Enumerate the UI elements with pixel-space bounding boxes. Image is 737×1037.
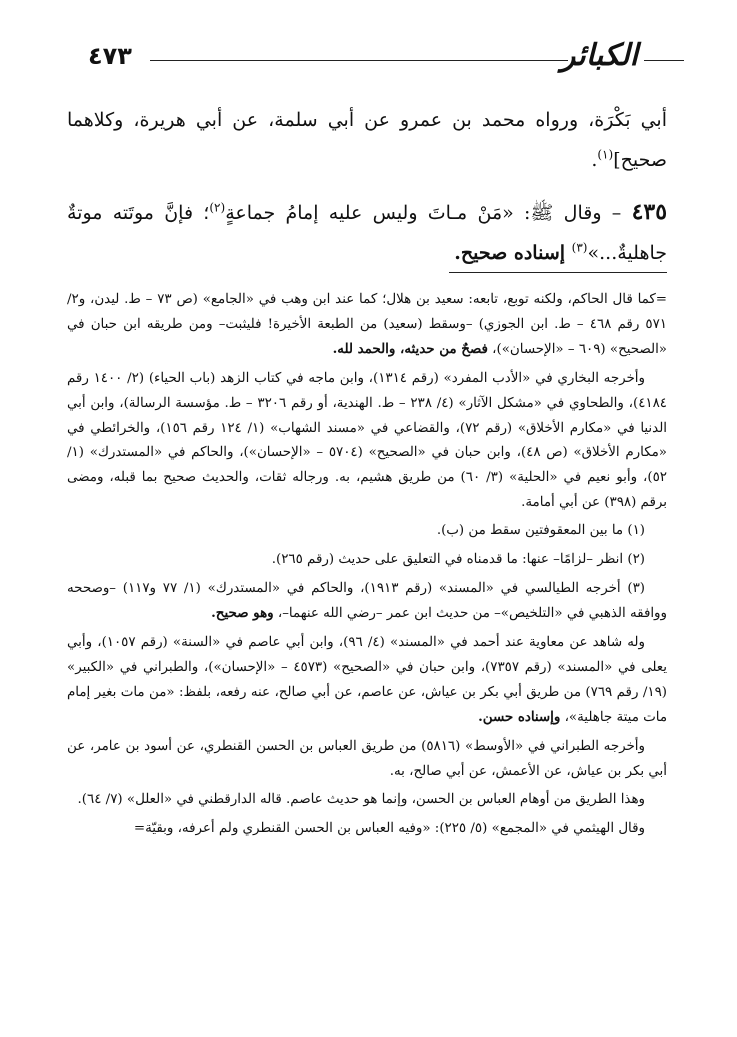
footnote-3-daraqutni: وهذا الطريق من أوهام العباس بن الحسن، وإنما هو حديث عاصم. قاله الدارقطني في «العلل» (٧/ ٦٤). [77, 792, 645, 808]
footnote-separator [449, 272, 667, 273]
header-rule [150, 60, 568, 61]
header-rule-right [644, 60, 684, 61]
footnote-2: (٢) انظر –لزامًا– عنها: ما قدمناه في التعليق على حديث (رقم ٢٦٥). [271, 552, 645, 568]
footnotes [67, 288, 667, 846]
hadith-number: ٤٣٥ [631, 199, 668, 225]
footnote-continuation: =كما قال الحاكم، ولكنه توبع، تابعه: سعيد بن هلال؛ كما عند ابن وهب في «الجامع» (ص ٧٣ – ط. ليدن، و٢/ ٥٧١ رقم ٤٦٨ – ط. ابن الجوزي) –وسقط (سعيد) من الطبعة الأخيرة! فليثبت– ومن طريقه ابن حبان في «الصحيح» (٦٠٩ – «الإحسان»)، فصحٌ من حديثه، والحمد لله. [67, 292, 667, 358]
footnote-ref: (١) [597, 147, 614, 162]
hadith-text: ؛ فإنَّ موتَته موتةٌ جاهليةٌ...» [67, 202, 667, 264]
hadith-paragraph [67, 192, 667, 273]
page-header [88, 38, 684, 78]
page-number: ٤٧٣ [88, 42, 132, 70]
main-text [67, 100, 667, 273]
hadith-text: – وقال ﷺ: «مَنْ مـاتَ وليس عليه إمامُ جماعةٍ [225, 202, 632, 224]
hadith-grade: إسناده صحيح. [454, 242, 572, 264]
footnote-3-shahid: وله شاهد عن معاوية عند أحمد في «المسند» (٤/ ٩٦)، وابن أبي عاصم في «السنة» (رقم ١٠٥٧)، وأبي يعلى في «المسند» (رقم ٧٣٥٧)، وابن حبان في «الصحيح» (٤٥٧٣ – «الإحسان»)، والطبراني في «الكبير» (١٩/ رقم ٧٦٩) من طريق أبي بكر بن عياش، عن عاصم، عن أبي صالح، عنه رفعه، بلفظ: «من مات بغير إمام مات ميتة جاهلية»، وإسناده حسن. [67, 635, 667, 726]
paragraph-continuation: أبي بَكْرَة، ورواه محمد بن عمرو عن أبي سلمة، عن أبي هريرة، وكلاهما صحيح]$^{(١)}$. [67, 109, 667, 171]
footnote-3-tabarani: وأخرجه الطبراني في «الأوسط» (٥٨١٦) من طريق العباس بن الحسن القنطري، عن أسود بن عامر، عن أبي بكر بن عياش، عن الأعمش، عن أبي صالح، به. [67, 738, 667, 779]
footnote-3-haythami: وقال الهيثمي في «المجمع» (٥/ ٢٢٥): «وفيه العباس بن الحسن القنطري ولم أعرفه، وبقيّة= [133, 821, 645, 837]
footnote-3: (٣) أخرجه الطيالسي في «المسند» (رقم ١٩١٣)، والحاكم في «المستدرك» (١/ ٧٧ و١١٧) –وصححه ووافقه الذهبي في «التلخيص»– من حديث ابن عمر –رضي الله عنهما–، وهو صحيح. [67, 580, 667, 622]
footnote-continuation-2: وأخرجه البخاري في «الأدب المفرد» (رقم ١٣١٤)، وابن ماجه في كتاب الزهد (باب الحياء) (٢/ ١٤٠٠ رقم ٤١٨٤)، والطحاوي في «مشكل الآثار» (٤/ ٢٣٨ – ط. الهندية، أو رقم ٣٢٠٦ – ط. مؤسسة الرسالة)، وابن أبي الدنيا في «مكارم الأخلاق» (رقم ٧٢)، والقضاعي في «مسند الشهاب» (١/ ١٢٤ رقم ١٥٦)، والخرائطي في «مكارم الأخلاق» (ص ٤٨)، وابن حبان في «الصحيح» (٥٧٠٤ – «الإحسان»)، والحاكم في «المستدرك» (١/ ٥٢)، وأبو نعيم في «الحلية» (٣/ ٦٠) من طريق هشيم، به. ورجاله ثقات، والحديث صحيح بما قبله، ومضى برقم (٣٩٨) عن أبي أمامة. [67, 371, 667, 510]
book-title: الكبائر [560, 38, 638, 73]
footnote-1: (١) ما بين المعقوفتين سقط من (ب). [436, 523, 645, 539]
footnote-ref: (٣) [571, 240, 588, 255]
footnote-ref: (٢) [209, 200, 226, 215]
